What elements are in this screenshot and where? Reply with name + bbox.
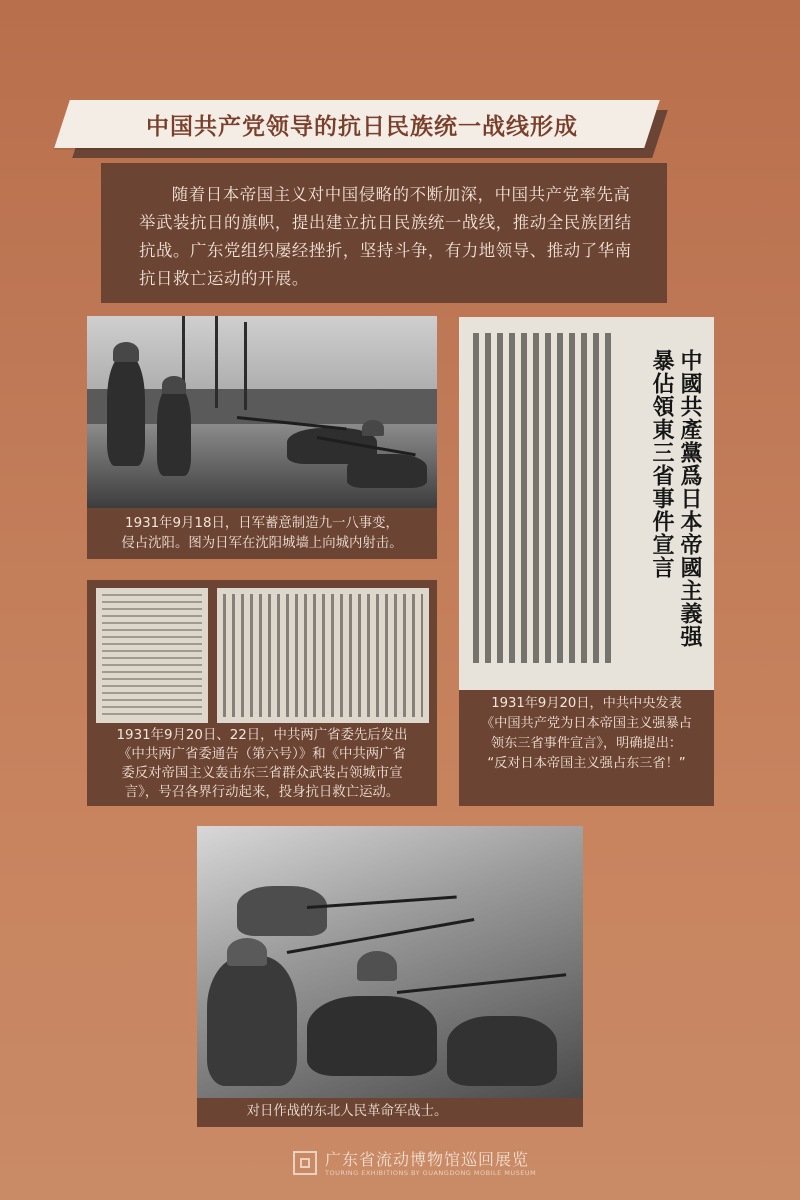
museum-logo-icon [293,1151,317,1175]
footer-museum-name-en: TOURING EXHIBITIONS BY GUANGDONG MOBILE MUSEUM [325,1169,537,1177]
caption-line: 《中国共产党为日本帝国主义强暴占 [481,716,692,731]
caption-line: 1931年9月20日，中共中央发表 [491,696,682,711]
footer-branding [293,1145,537,1185]
photo-panel-soldiers [197,826,583,1127]
caption-line: 领东三省事件宣言》，明确提出： [490,736,683,751]
caption-line: 对日作战的东北人民革命军战士。 [246,1104,448,1119]
photo-caption-documents [87,726,437,802]
photo-caption-declaration [459,694,714,774]
document-page-right [217,588,429,723]
caption-line: “反对日本帝国主义强占东三省！” [487,756,686,771]
photo-panel-documents [87,580,437,806]
photo-panel-shenyang [87,316,437,559]
photo-shenyang-wall [87,316,437,508]
declaration-headline: 中國共產黨爲日本帝國主義强暴佔領東三省事件宣言 [649,349,703,648]
document-page-left [96,588,208,723]
caption-line: 1931年9月18日，日军蓄意制造九一八事变， [125,516,399,531]
footer-museum-name: 广东省流动博物馆巡回展览 [325,1150,530,1169]
declaration-text-columns [473,333,617,663]
intro-panel [101,163,667,303]
caption-line: 1931年9月20日、22日，中共两广省委先后发出 [116,728,408,743]
photo-caption-soldiers [197,1102,497,1122]
intro-text: 随着日本帝国主义对中国侵略的不断加深，中国共产党率先高举武装抗日的旗帜，提出建立抗日民族统一战线，推动全民族团结抗战。广东党组织屡经挫折，坚持斗争，有力地领导、推动了华南抗日救亡运动的开展。 [139,185,632,288]
caption-line: 言》，号召各界行动起来，投身抗日救亡运动。 [124,785,400,800]
page-title: 中国共产党领导的抗日民族统一战线形成 [146,113,578,140]
title-banner [62,100,658,156]
caption-line: 侵占沈阳。图为日军在沈阳城墙上向城内射击。 [121,536,403,551]
photo-northeast-soldiers [197,826,583,1098]
photo-caption-shenyang [87,514,437,554]
caption-line: 《中共两广省委通告（第六号）》和《中共两广省 [118,747,406,762]
caption-line: 委反对帝国主义轰击东三省群众武装占领城市宣 [121,766,403,781]
declaration-image [459,317,714,690]
